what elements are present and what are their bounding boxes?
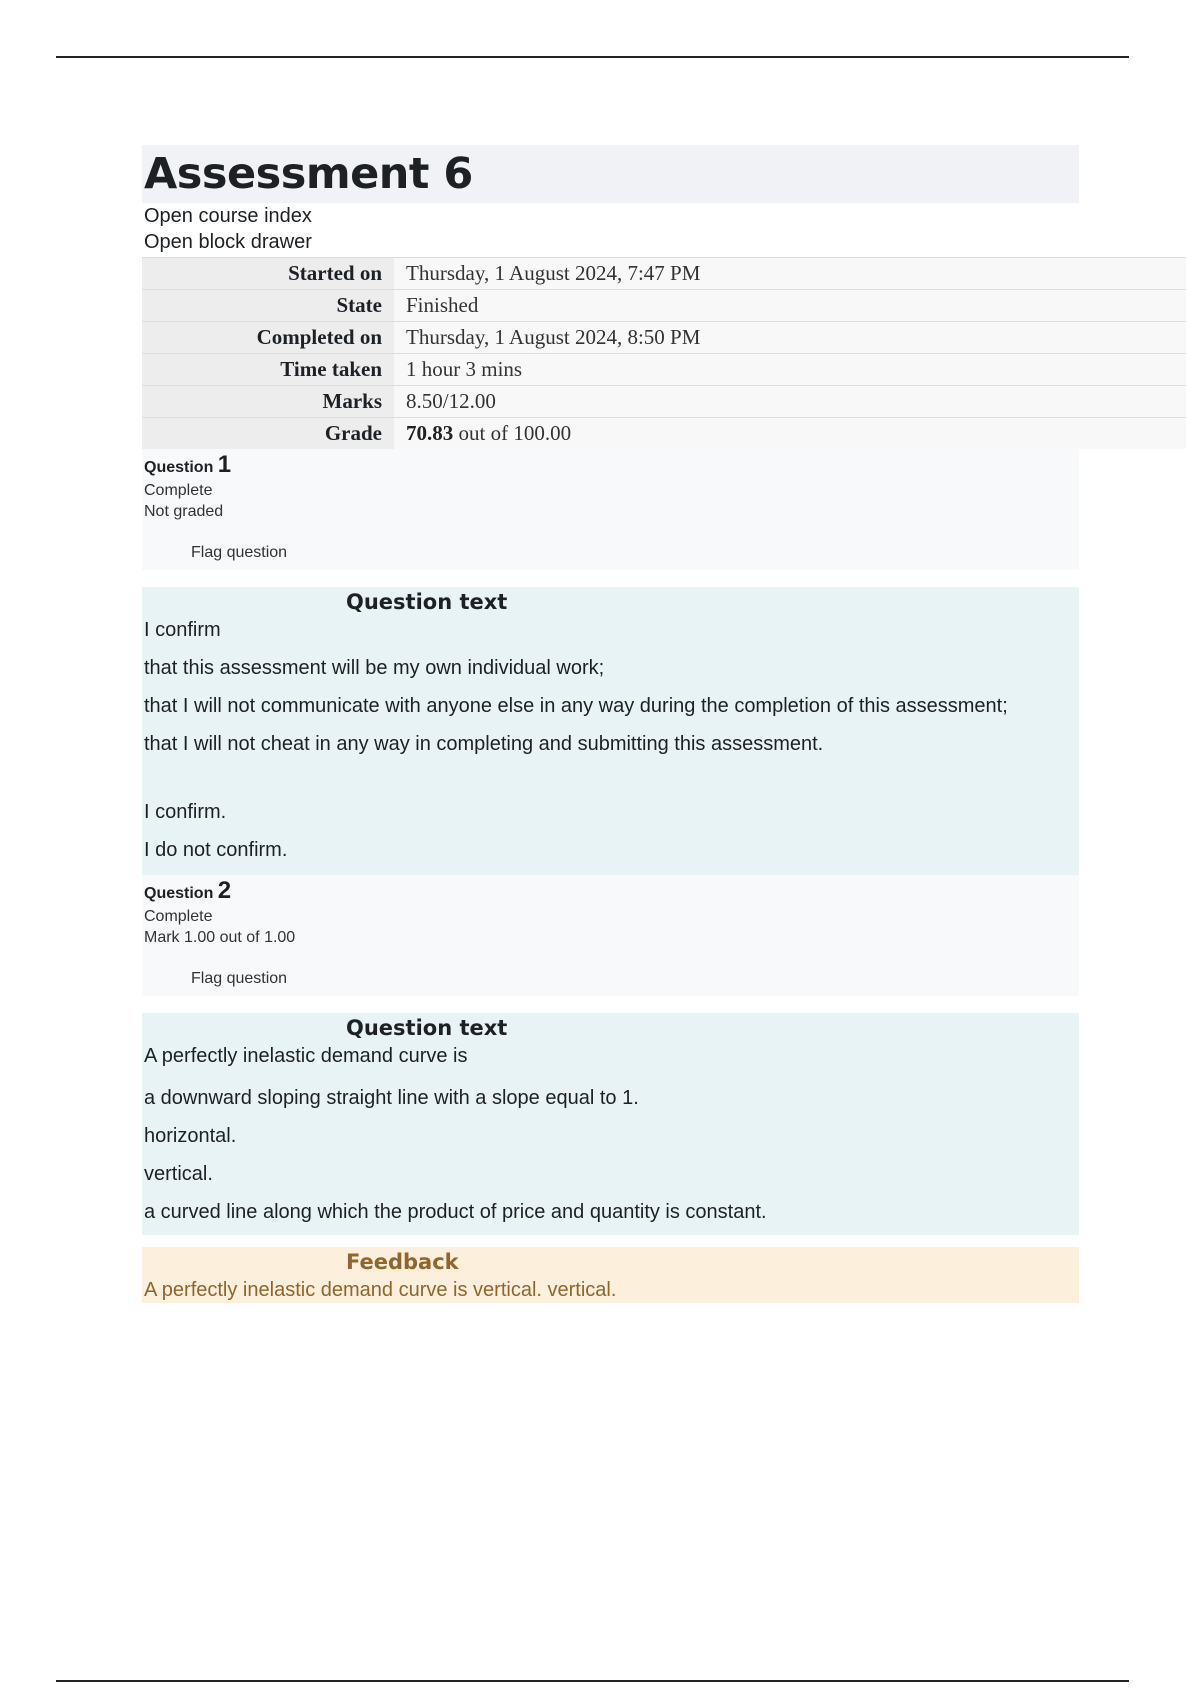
page-title: Assessment 6 <box>144 149 473 199</box>
summary-row-started <box>142 258 1186 290</box>
question-status: Complete <box>144 482 213 499</box>
question-line: that I will not cheat in any way in completing and submitting this assessment. <box>144 733 824 755</box>
summary-row-time-taken <box>142 354 1186 386</box>
question-prefix: Question <box>144 885 214 902</box>
open-block-drawer-link[interactable]: Open block drawer <box>144 231 312 253</box>
question-1-info <box>142 449 1079 570</box>
question-1-content <box>142 587 1079 875</box>
summary-row-grade <box>142 418 1186 450</box>
grade-value: 70.83 <box>406 421 454 445</box>
summary-row-completed <box>142 322 1186 354</box>
question-number-value: 2 <box>217 877 232 904</box>
quiz-review-page <box>142 145 1079 1303</box>
page-header <box>142 145 1079 203</box>
bottom-divider <box>56 1680 1129 1682</box>
question-line: A perfectly inelastic demand curve is <box>144 1045 468 1067</box>
question-grade: Not graded <box>144 503 224 520</box>
summary-label: Completed on <box>142 322 394 354</box>
answer-option[interactable]: a curved line along which the product of price and quantity is constant. <box>144 1201 767 1223</box>
question-number <box>144 879 1077 906</box>
open-course-index-link[interactable]: Open course index <box>144 205 312 227</box>
summary-value: Thursday, 1 August 2024, 7:47 PM <box>394 258 1186 290</box>
feedback-text: A perfectly inelastic demand curve is vertical. vertical. <box>144 1279 617 1301</box>
summary-label: Started on <box>142 258 394 290</box>
flag-question-button[interactable]: Flag question <box>191 970 288 987</box>
summary-row-marks <box>142 386 1186 418</box>
summary-label: Grade <box>142 418 394 450</box>
grade-out-of: out of 100.00 <box>453 421 572 445</box>
question-prefix: Question <box>144 459 214 476</box>
question-line: that this assessment will be my own individual work; <box>144 657 605 679</box>
summary-value: 1 hour 3 mins <box>394 354 1186 386</box>
summary-label: Time taken <box>142 354 394 386</box>
flag-question-button[interactable]: Flag question <box>191 544 288 561</box>
question-line: I confirm <box>144 619 221 641</box>
question-status: Complete <box>144 908 213 925</box>
summary-row-state <box>142 290 1186 322</box>
question-2-content <box>142 1013 1079 1235</box>
answer-option[interactable]: a downward sloping straight line with a slope equal to 1. <box>144 1087 639 1109</box>
question-text-heading: Question text <box>346 1016 508 1040</box>
question-number-value: 1 <box>217 451 232 478</box>
question-2-info <box>142 875 1079 996</box>
answer-option[interactable]: I do not confirm. <box>144 839 288 861</box>
question-grade: Mark 1.00 out of 1.00 <box>144 929 296 946</box>
attempt-summary-table <box>142 257 1186 449</box>
question-number <box>144 453 1077 480</box>
question-line: that I will not communicate with anyone else in any way during the completion of this assessment; <box>144 695 1008 717</box>
summary-label: State <box>142 290 394 322</box>
top-divider <box>56 56 1129 58</box>
answer-option[interactable]: horizontal. <box>144 1125 237 1147</box>
summary-label: Marks <box>142 386 394 418</box>
question-2-feedback <box>142 1247 1079 1303</box>
question-text-heading: Question text <box>346 590 508 614</box>
summary-value: 8.50/12.00 <box>394 386 1186 418</box>
answer-option[interactable]: I confirm. <box>144 801 227 823</box>
summary-value: Thursday, 1 August 2024, 8:50 PM <box>394 322 1186 354</box>
answer-option[interactable]: vertical. <box>144 1163 213 1185</box>
summary-value: Finished <box>394 290 1186 322</box>
summary-value <box>394 418 1186 450</box>
feedback-heading: Feedback <box>346 1250 459 1274</box>
